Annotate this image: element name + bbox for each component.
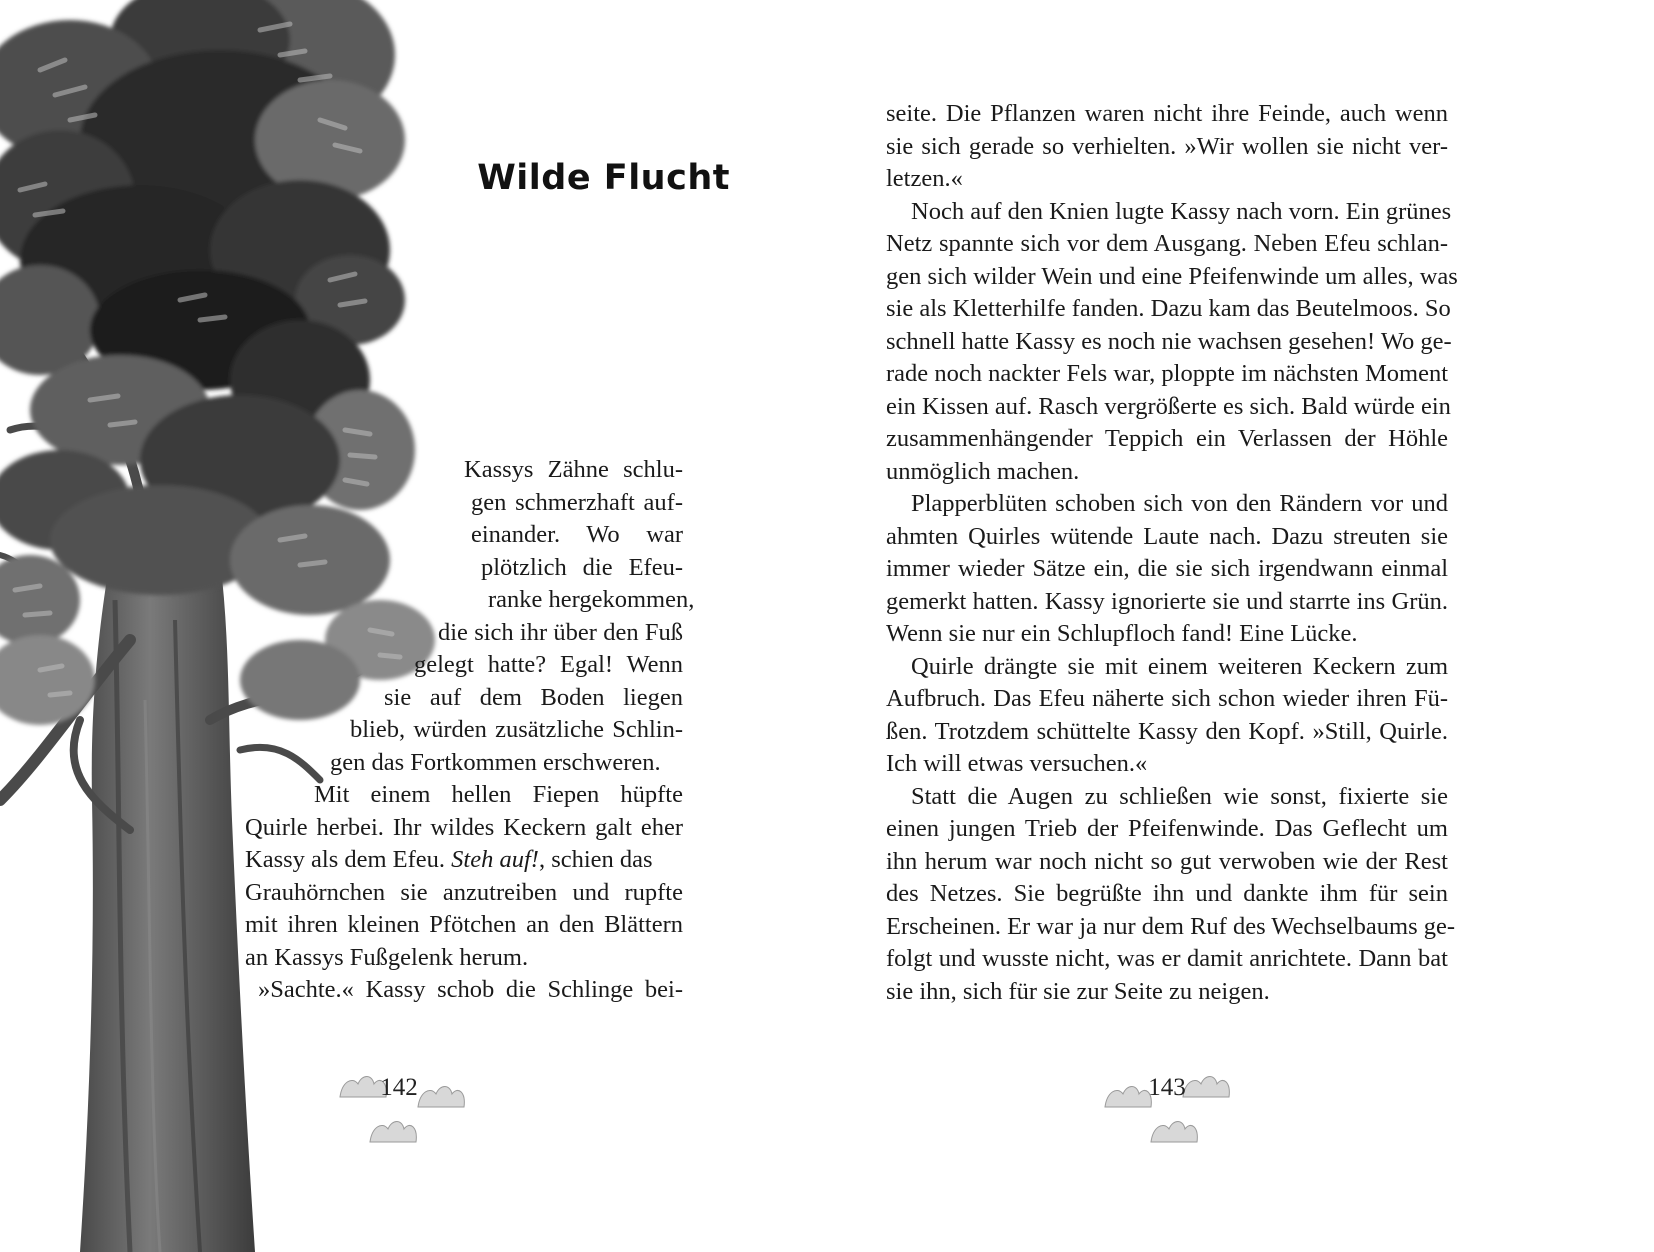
italic-text: Steh auf!: [451, 846, 539, 873]
text-line: einander. Wo war: [471, 521, 683, 548]
text-line: ihn herum war noch nicht so gut verwoben wie der Rest: [886, 848, 1448, 875]
text-line: seite. Die Pflanzen waren nicht ihre Feinde, auch wenn: [886, 100, 1448, 127]
text-line: schnell hatte Kassy es noch nie wachsen gesehen! Wo ge-: [886, 328, 1452, 355]
text-line: sie auf dem Boden liegen: [384, 684, 683, 711]
text-line: ein Kissen auf. Rasch vergrößerte es sich. Bald würde ein: [886, 393, 1451, 420]
text-line: ranke hergekommen,: [488, 586, 695, 613]
text-line: Quirle herbei. Ihr wildes Keckern galt eher: [245, 814, 683, 841]
text-line: Netz spannte sich vor dem Ausgang. Neben Efeu schlan-: [886, 230, 1448, 257]
text-line: Quirle drängte sie mit einem weiteren Keckern zum: [911, 653, 1448, 680]
text-line: Noch auf den Knien lugte Kassy nach vorn. Ein grünes: [911, 198, 1452, 225]
text-line: gemerkt hatten. Kassy ignorierte sie und starrte ins Grün.: [886, 588, 1448, 615]
text-line: Mit einem hellen Fiepen hüpfte: [314, 781, 683, 808]
text-line: ahmten Quirles wütende Laute nach. Dazu streuten sie: [886, 523, 1448, 550]
text-line: einen jungen Trieb der Pfeifenwinde. Das Geflecht um: [886, 815, 1448, 842]
text-line: letzen.«: [886, 165, 963, 192]
text-line: Plapperblüten schoben sich von den Rändern vor und: [911, 490, 1448, 517]
text-line: sie ihn, sich für sie zur Seite zu neigen.: [886, 978, 1270, 1005]
text-line: mit ihren kleinen Pfötchen an den Blättern: [245, 911, 683, 938]
text-line: gen schmerzhaft auf-: [471, 489, 683, 516]
text-line: Statt die Augen zu schließen wie sonst, fixierte sie: [911, 783, 1448, 810]
page-number: 142: [380, 1074, 418, 1101]
text-line: Ich will etwas versuchen.«: [886, 750, 1148, 777]
text-line: des Netzes. Sie begrüßte ihn und dankte ihm für sein: [886, 880, 1448, 907]
text-line: immer wieder Sätze ein, die sie sich irgendwann einmal: [886, 555, 1448, 582]
text-line-mixed: [245, 843, 683, 877]
text-line: »Sachte.« Kassy schob die Schlinge bei-: [258, 976, 683, 1003]
text-line: Kassys Zähne schlu-: [464, 456, 683, 483]
text-line: plötzlich die Efeu-: [481, 554, 683, 581]
text-line: Aufbruch. Das Efeu näherte sich schon wieder ihren Fü-: [886, 685, 1448, 712]
text-line: Erscheinen. Er war ja nur dem Ruf des Wechselbaums ge-: [886, 913, 1456, 940]
page-number: 143: [1148, 1074, 1186, 1101]
right-page: [827, 0, 1654, 1252]
text-run: Kassy als dem Efeu.: [245, 846, 452, 873]
text-line: unmöglich machen.: [886, 458, 1080, 485]
text-line: Grauhörnchen sie anzutreiben und rupfte: [245, 879, 683, 906]
text-line: Wenn sie nur ein Schlupfloch fand! Eine Lücke.: [886, 620, 1358, 647]
text-run: , schien das: [538, 846, 653, 873]
text-line: sie sich gerade so verhielten. »Wir wollen sie nicht ver-: [886, 133, 1448, 160]
text-line: sie als Kletterhilfe fanden. Dazu kam das Beutelmoos. So: [886, 295, 1451, 322]
text-line: blieb, würden zusätzliche Schlin-: [350, 716, 683, 743]
text-line: an Kassys Fußgelenk herum.: [245, 944, 529, 971]
text-line: gelegt hatte? Egal! Wenn: [414, 651, 683, 678]
text-line: die sich ihr über den Fuß: [438, 619, 683, 646]
text-line: gen sich wilder Wein und eine Pfeifenwinde um alles, was: [886, 263, 1458, 290]
text-line: zusammenhängender Teppich ein Verlassen der Höhle: [886, 425, 1448, 452]
chapter-title: Wilde Flucht: [477, 158, 730, 198]
text-line: rade noch nackter Fels war, ploppte im nächsten Moment: [886, 360, 1448, 387]
text-line: gen das Fortkommen erschweren.: [330, 749, 661, 776]
text-line: ßen. Trotzdem schüttelte Kassy den Kopf. »Still, Quirle.: [886, 718, 1448, 745]
text-line: folgt und wusste nicht, was er damit anrichtete. Dann bat: [886, 945, 1448, 972]
